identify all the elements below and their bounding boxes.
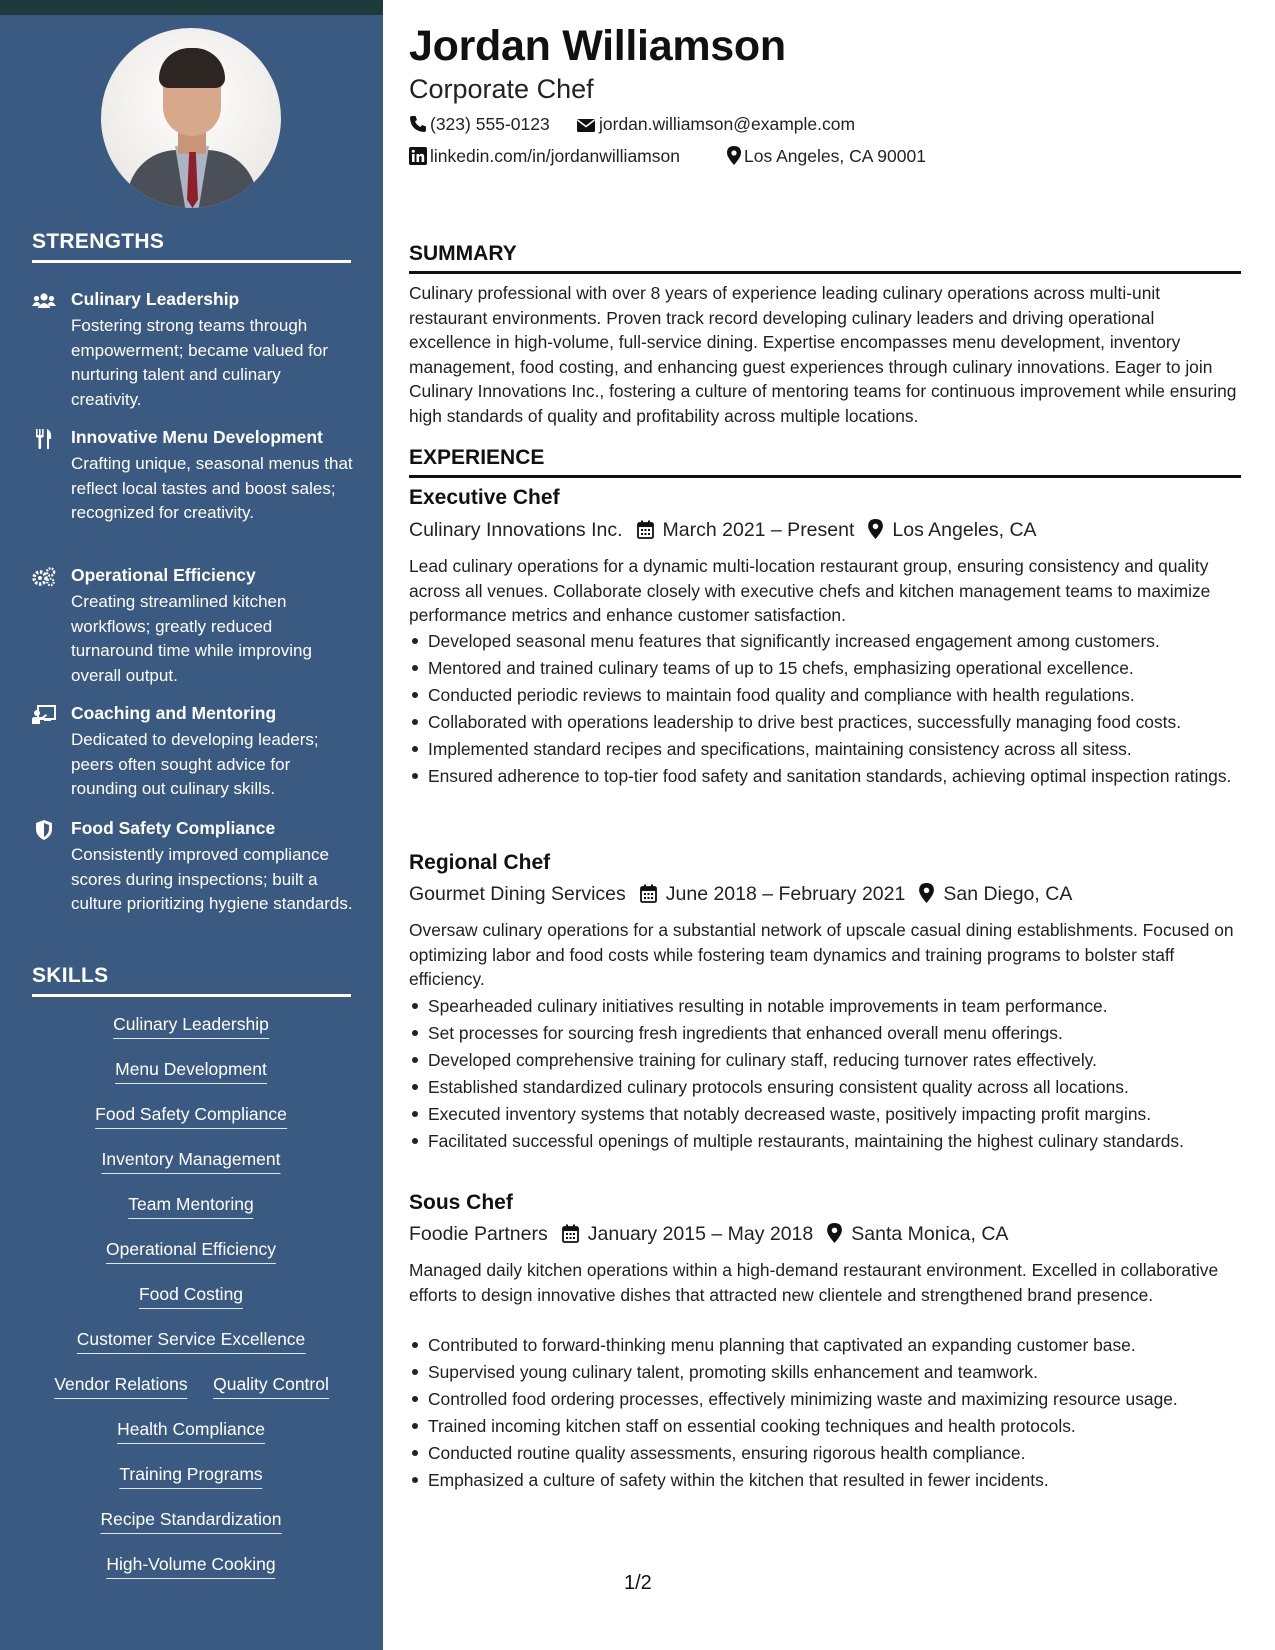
bullet-item: Executed inventory systems that notably decreased waste, positively impacting profit margins. <box>409 1102 1241 1127</box>
job-dates: March 2021 – Present <box>662 519 855 541</box>
page-number: 1/2 <box>624 1572 652 1594</box>
utensils-icon <box>32 429 56 449</box>
bullet-item: Developed comprehensive training for culinary staff, reducing turnover rates effectively. <box>409 1048 1241 1073</box>
strength-title: Culinary Leadership <box>71 289 240 309</box>
company-name: Gourmet Dining Services <box>409 883 626 905</box>
contact-email[interactable] <box>576 114 855 135</box>
skill-tag: Quality Control <box>213 1374 329 1399</box>
strength-title: Operational Efficiency <box>71 565 256 585</box>
calendar-icon <box>640 884 657 903</box>
bullet-item: Facilitated successful openings of multiple restaurants, maintaining the highest culinary standards. <box>409 1129 1241 1154</box>
strength-item <box>32 565 352 685</box>
job-meta <box>409 883 1072 906</box>
bullet-item: Contributed to forward-thinking menu planning that captivated an expanding customer base. <box>409 1333 1241 1358</box>
bullet-item: Developed seasonal menu features that significantly increased engagement among customers. <box>409 629 1241 654</box>
skill-tag: Recipe Standardization <box>101 1509 282 1534</box>
skill-tag: Training Programs <box>119 1464 262 1489</box>
skill-tag: Food Costing <box>139 1284 243 1309</box>
company-name: Foodie Partners <box>409 1223 548 1245</box>
bullet-item: Established standardized culinary protocols ensuring consistent quality across all locations. <box>409 1075 1241 1100</box>
calendar-icon <box>637 520 654 539</box>
map-pin-icon <box>727 146 741 165</box>
profile-photo <box>101 28 281 208</box>
strength-item <box>32 703 352 803</box>
bullet-item: Controlled food ordering processes, effectively minimizing waste and maximizing resource usage. <box>409 1387 1241 1412</box>
skill-tag: Vendor Relations <box>54 1374 187 1399</box>
linkedin-link[interactable]: linkedin.com/in/jordanwilliamson <box>430 146 680 166</box>
strength-description: Creating streamlined kitchen workflows; greatly reduced turnaround time while improving overall output. <box>71 592 312 685</box>
summary-heading: SUMMARY <box>409 242 1241 274</box>
job-bullets <box>409 629 1241 791</box>
bullet-item: Supervised young culinary talent, promoting skills enhancement and teamwork. <box>409 1360 1241 1385</box>
skill-tag: High-Volume Cooking <box>106 1554 275 1579</box>
bullet-item: Conducted periodic reviews to maintain food quality and compliance with health regulations. <box>409 683 1241 708</box>
job-summary: Lead culinary operations for a dynamic multi-location restaurant group, ensuring consistency and quality across all venues. Collaborate closely with executive chefs and kitchen management teams to maximize performance metrics and enhance customer satisfaction. <box>409 556 1211 625</box>
gears-icon <box>32 567 56 587</box>
job-location: Los Angeles, CA <box>892 519 1037 541</box>
job-location: San Diego, CA <box>943 883 1073 905</box>
phone-icon <box>409 115 427 133</box>
bullet-item: Ensured adherence to top-tier food safety and sanitation standards, achieving optimal inspection ratings. <box>409 764 1241 789</box>
job-dates: June 2018 – February 2021 <box>665 883 906 905</box>
phone-text: (323) 555-0123 <box>430 114 550 134</box>
job-bullets <box>409 994 1241 1156</box>
shield-icon <box>32 820 56 840</box>
job-summary: Oversaw culinary operations for a substantial network of upscale casual dining establishments. Focused on optimizing labor and food costs while fostering team dynamics and training programs to bolster staff efficiency. <box>409 920 1234 989</box>
map-pin-icon <box>919 883 934 903</box>
strength-item <box>32 289 352 409</box>
job-meta <box>409 519 1037 542</box>
bullet-item: Mentored and trained culinary teams of up to 15 chefs, emphasizing operational excellence. <box>409 656 1241 681</box>
map-pin-icon <box>868 519 883 539</box>
summary-text: Culinary professional with over 8 years of experience leading culinary operations across multi-unit restaurant environments. Proven track record developing culinary leaders and driving operational excellence in high-volume, full-service dining. Expertise encompasses menu development, inventory management, food costing, and enhancing guest experiences through culinary innovations. Eager to join Culinary Innovations Inc., fostering a culture of mentoring teams for continuous improvement while ensuring high standards of quality and profitability across multiple locations. <box>409 283 1237 426</box>
strength-description: Fostering strong teams through empowerment; became valued for nurturing talent and culinary creativity. <box>71 316 329 409</box>
skill-tag: Menu Development <box>115 1059 267 1084</box>
chalkboard-teacher-icon <box>32 705 56 725</box>
skill-tag: Team Mentoring <box>128 1194 253 1219</box>
bullet-item: Set processes for sourcing fresh ingredients that enhanced overall menu offerings. <box>409 1021 1241 1046</box>
company-name: Culinary Innovations Inc. <box>409 519 623 541</box>
linkedin-icon <box>409 147 427 165</box>
job-title: Sous Chef <box>409 1191 513 1214</box>
strength-title: Innovative Menu Development <box>71 427 323 447</box>
strength-title: Coaching and Mentoring <box>71 703 277 723</box>
job-title: Regional Chef <box>409 851 551 874</box>
strength-description: Dedicated to developing leaders; peers often sought advice for rounding out culinary skills. <box>71 730 319 798</box>
bullet-item: Spearheaded culinary initiatives resulting in notable improvements in team performance. <box>409 994 1241 1019</box>
skill-tag: Inventory Management <box>102 1149 281 1174</box>
strength-item <box>32 818 352 938</box>
skills-heading: SKILLS <box>32 964 351 997</box>
skill-tag: Culinary Leadership <box>113 1014 269 1039</box>
bullet-item: Implemented standard recipes and specifications, maintaining consistency across all sitess. <box>409 737 1241 762</box>
bullet-item: Collaborated with operations leadership to drive best practices, successfully managing food costs. <box>409 710 1241 735</box>
bullet-item: Conducted routine quality assessments, ensuring rigorous health compliance. <box>409 1441 1241 1466</box>
experience-heading: EXPERIENCE <box>409 446 1241 478</box>
job-summary: Managed daily kitchen operations within a high-demand restaurant environment. Excelled in collaborative efforts to design innovative dishes that attracted new clientele and strengthened brand presence. <box>409 1260 1219 1305</box>
users-icon <box>32 291 56 311</box>
job-meta <box>409 1223 1008 1246</box>
strength-title: Food Safety Compliance <box>71 818 276 838</box>
map-pin-icon <box>827 1223 842 1243</box>
job-dates: January 2015 – May 2018 <box>587 1223 814 1245</box>
strengths-heading: STRENGTHS <box>32 230 351 263</box>
bullet-item: Emphasized a culture of safety within the kitchen that resulted in fewer incidents. <box>409 1468 1241 1493</box>
job-bullets <box>409 1333 1241 1495</box>
contact-linkedin[interactable] <box>409 146 680 167</box>
candidate-name: Jordan Williamson <box>409 22 786 70</box>
envelope-icon <box>576 117 596 133</box>
job-location: Santa Monica, CA <box>851 1223 1009 1245</box>
contact-phone <box>409 114 550 135</box>
skill-tag: Customer Service Excellence <box>77 1329 306 1354</box>
sidebar-top-bar <box>0 0 383 15</box>
job-title: Executive Chef <box>409 486 560 509</box>
email-link[interactable]: jordan.williamson@example.com <box>599 114 856 134</box>
strength-description: Crafting unique, seasonal menus that reflect local tastes and boost sales; recognized for creativity. <box>71 454 353 522</box>
calendar-icon <box>562 1224 579 1243</box>
skill-tag: Operational Efficiency <box>106 1239 276 1264</box>
strength-item <box>32 427 352 547</box>
bullet-item: Trained incoming kitchen staff on essential cooking techniques and health protocols. <box>409 1414 1241 1439</box>
skill-tag: Food Safety Compliance <box>95 1104 287 1129</box>
skill-tag: Health Compliance <box>117 1419 265 1444</box>
strength-description: Consistently improved compliance scores during inspections; built a culture prioritizing hygiene standards. <box>71 845 353 913</box>
job-role: Corporate Chef <box>409 74 594 104</box>
contact-location <box>727 146 926 167</box>
sidebar <box>0 0 383 1650</box>
location-text: Los Angeles, CA 90001 <box>744 146 926 166</box>
